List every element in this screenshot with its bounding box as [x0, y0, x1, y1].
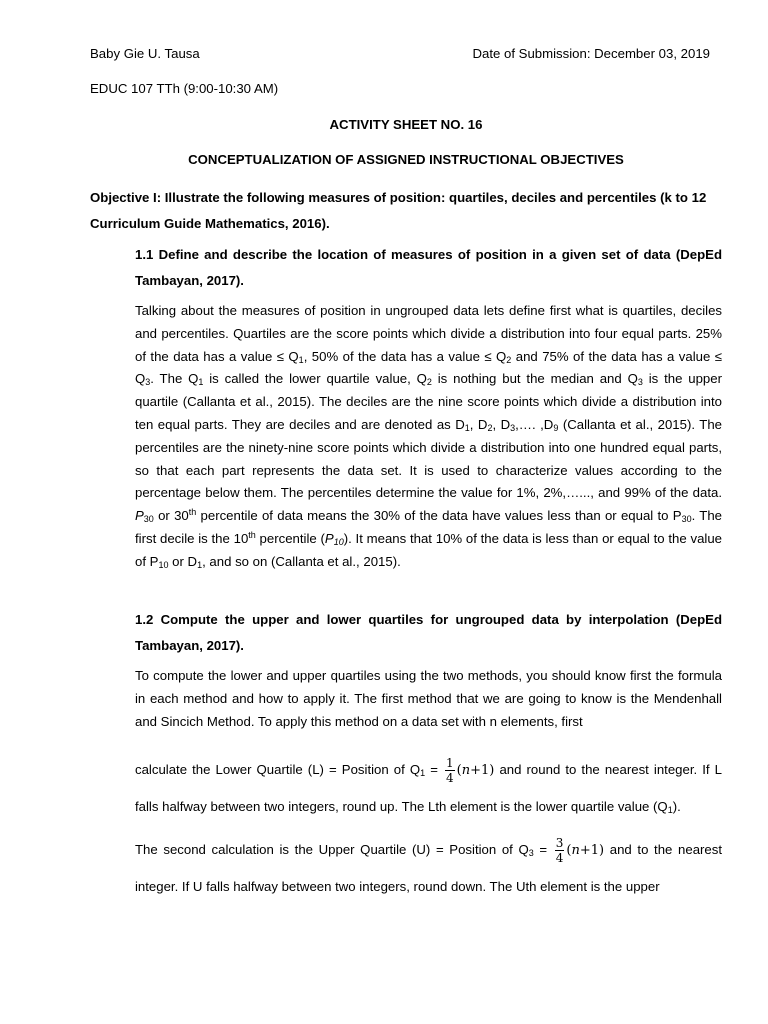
section-1-2-heading: 1.2 Compute the upper and lower quartiles for ungrouped data by interpolation (DepEd Tambayan, 2017).: [135, 612, 722, 653]
lower-quartile-paragraph: calculate the Lower Quartile (L) = Position of $Q_1$ = $\frac{1}{4}$ (n+1) and round to the nearest integer. If L falls halfway between two integers, round up. The Lth element is the lower quartile value $(Q_1)$.: [135, 756, 723, 815]
header-row: [90, 46, 710, 62]
section-1-1-heading: 1.1 Define and describe the location of measures of position in a given set of data (DepEd Tambayan, 2017).: [135, 247, 722, 288]
fraction-three-quarters: $\frac{3}{4}$: [555, 836, 564, 866]
fraction-one-quarter: $\frac{1}{4}$: [446, 756, 454, 786]
objective-statement: Objective I: Illustrate the following measures of position: quartiles, deciles and percentiles (k to 12 Curriculum Guide Mathematics, 2016).: [90, 190, 707, 231]
upper-quartile-paragraph: The second calculation is the Upper Quartile (U) = Position of $Q_3$ = $\frac{3}{4}$ (n+1) and to the nearest integer. If U falls halfway between two integers, round down. The Uth element is the upper: [135, 836, 723, 894]
submission-date: Date of Submission: December 03, 2019: [472, 46, 710, 61]
n-plus-one-expression: (n+1): [566, 843, 605, 858]
activity-subtitle: CONCEPTUALIZATION OF ASSIGNED INSTRUCTIONAL OBJECTIVES: [188, 152, 624, 167]
n-plus-one-expression: (n+1): [456, 763, 495, 778]
activity-title: ACTIVITY SHEET NO. 16: [329, 117, 483, 132]
author-name: Baby Gie U. Tausa: [90, 46, 200, 61]
section-1-2-paragraph: To compute the lower and upper quartiles using the two methods, you should know first the formula in each method and how to apply it. The first method that we are going to know is the Mendenhall and Sincich Method. To apply this method on a data set with n elements, first: [135, 668, 722, 729]
course-info: EDUC 107 TTh (9:00-10:30 AM): [90, 81, 279, 96]
section-1-1-paragraph: Talking about the measures of position in ungrouped data lets define first what is quartiles, deciles and percentiles. Quartiles are the score points which divide a distribution into four equal parts. 25% of the data has a value ≤ $Q_1$, 50% of the data has a value ≤ $Q_2$ and 75% of the data has a value ≤ $Q_3$. The $Q_1$ is called the lower quartile value, $Q_2$ is nothing but the median and $Q_3$ is the upper quartile (Callanta et al., 2015). The deciles are the nine score points which divide a distribution into ten equal parts. They are deciles and are denoted as $D_1$, $D_2$, $D_3,\dots$. $,D_9$ (Callanta et al., 2015). The percentiles are the ninety-nine score points which divide a distribution into one hundred equal parts, so that each part represents the data set. It is used to characterize values according to the percentage below them. The percentiles determine the value for 1%, 2%,…..., and 99% of the data. $P_{30}$ or 30th percentile of data means the 30% of the data have values less than or equal to $P_{30}$. The first decile is the 10th percentile $(P_{10})$. It means that 10% of the data is less than or equal to the value of $P_{10}$ or $D_1$, and so on (Callanta et al., 2015).: [135, 303, 722, 570]
